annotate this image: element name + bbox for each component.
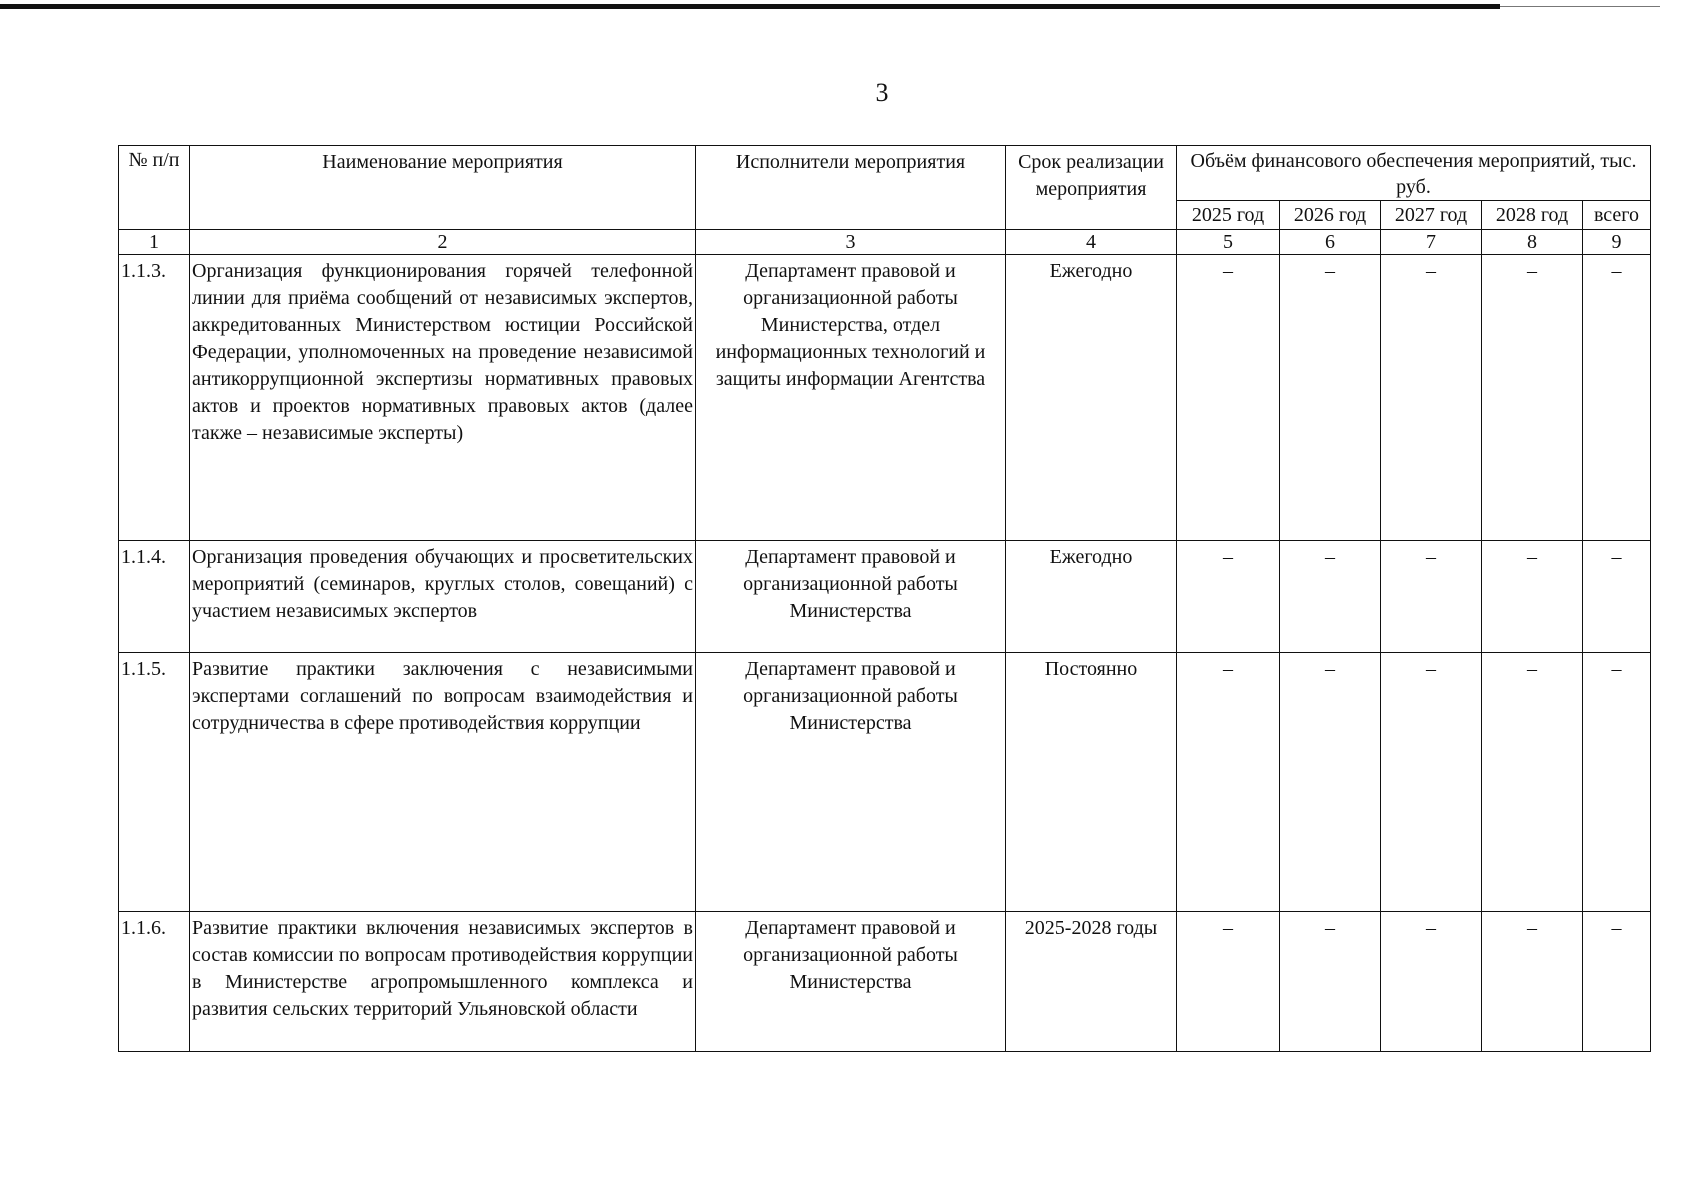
column-index: 3 bbox=[696, 230, 1006, 255]
financing-total: – bbox=[1583, 255, 1651, 541]
financing-2027: – bbox=[1381, 653, 1482, 912]
column-index: 7 bbox=[1381, 230, 1482, 255]
activity-executors: Департамент правовой и организационной работы Министерства, отдел информационных технологий и защиты информации Агентства bbox=[696, 255, 1006, 541]
financing-2025: – bbox=[1177, 541, 1280, 653]
financing-2028: – bbox=[1482, 541, 1583, 653]
activity-term: Постоянно bbox=[1006, 653, 1177, 912]
financing-2028: – bbox=[1482, 912, 1583, 1052]
financing-total: – bbox=[1583, 653, 1651, 912]
table-row bbox=[119, 541, 1651, 653]
column-index: 6 bbox=[1280, 230, 1381, 255]
activity-executors: Департамент правовой и организационной работы Министерства bbox=[696, 653, 1006, 912]
activities-table bbox=[118, 145, 1651, 1052]
activity-name: Развитие практики заключения с независимыми экспертами соглашений по вопросам взаимодействия и сотрудничества в сфере противодействия коррупции bbox=[190, 653, 696, 912]
header-year-2028: 2028 год bbox=[1482, 201, 1583, 230]
top-border-rule-thin bbox=[1500, 6, 1660, 7]
header-total: всего bbox=[1583, 201, 1651, 230]
financing-2025: – bbox=[1177, 912, 1280, 1052]
column-index: 4 bbox=[1006, 230, 1177, 255]
activity-executors: Департамент правовой и организационной работы Министерства bbox=[696, 912, 1006, 1052]
header-year-2026: 2026 год bbox=[1280, 201, 1381, 230]
header-year-2025: 2025 год bbox=[1177, 201, 1280, 230]
header-term: Срок реализации мероприятия bbox=[1006, 146, 1177, 230]
header-executors: Исполнители мероприятия bbox=[696, 146, 1006, 230]
financing-2026: – bbox=[1280, 653, 1381, 912]
column-index: 2 bbox=[190, 230, 696, 255]
activity-term: Ежегодно bbox=[1006, 541, 1177, 653]
header-financing: Объём финансового обеспечения мероприятий, тыс. руб. bbox=[1177, 146, 1651, 201]
financing-2026: – bbox=[1280, 255, 1381, 541]
activity-name: Развитие практики включения независимых экспертов в состав комиссии по вопросам противодействия коррупции в Министерстве агропромышленного комплекса и развития сельских территорий Ульяновской области bbox=[190, 912, 696, 1052]
table-row bbox=[119, 653, 1651, 912]
activity-term: Ежегодно bbox=[1006, 255, 1177, 541]
financing-2026: – bbox=[1280, 541, 1381, 653]
financing-2025: – bbox=[1177, 653, 1280, 912]
column-index: 9 bbox=[1583, 230, 1651, 255]
column-index: 8 bbox=[1482, 230, 1583, 255]
table-row bbox=[119, 255, 1651, 541]
table-row bbox=[119, 912, 1651, 1052]
activity-name: Организация проведения обучающих и просветительских мероприятий (семинаров, круглых столов, совещаний) с участием независимых экспертов bbox=[190, 541, 696, 653]
column-index-row bbox=[119, 230, 1651, 255]
financing-2026: – bbox=[1280, 912, 1381, 1052]
financing-2027: – bbox=[1381, 912, 1482, 1052]
column-index: 1 bbox=[119, 230, 190, 255]
financing-2028: – bbox=[1482, 255, 1583, 541]
financing-2027: – bbox=[1381, 255, 1482, 541]
activity-term: 2025-2028 годы bbox=[1006, 912, 1177, 1052]
header-year-2027: 2027 год bbox=[1381, 201, 1482, 230]
row-number: 1.1.5. bbox=[119, 653, 190, 912]
financing-2028: – bbox=[1482, 653, 1583, 912]
activity-executors: Департамент правовой и организационной работы Министерства bbox=[696, 541, 1006, 653]
column-index: 5 bbox=[1177, 230, 1280, 255]
row-number: 1.1.6. bbox=[119, 912, 190, 1052]
top-border-rule bbox=[0, 4, 1500, 9]
financing-total: – bbox=[1583, 541, 1651, 653]
row-number: 1.1.4. bbox=[119, 541, 190, 653]
financing-2025: – bbox=[1177, 255, 1280, 541]
header-name: Наименование мероприятия bbox=[190, 146, 696, 230]
header-num: № п/п bbox=[119, 146, 190, 230]
financing-2027: – bbox=[1381, 541, 1482, 653]
financing-total: – bbox=[1583, 912, 1651, 1052]
activity-name: Организация функционирования горячей телефонной линии для приёма сообщений от независимых экспертов, аккредитованных Министерством юстиции Российской Федерации, уполномоченных на проведение независимой антикоррупционной экспертизы нормативных правовых актов и проектов нормативных правовых актов (далее также – независимые эксперты) bbox=[190, 255, 696, 541]
row-number: 1.1.3. bbox=[119, 255, 190, 541]
page-number: 3 bbox=[875, 78, 889, 107]
